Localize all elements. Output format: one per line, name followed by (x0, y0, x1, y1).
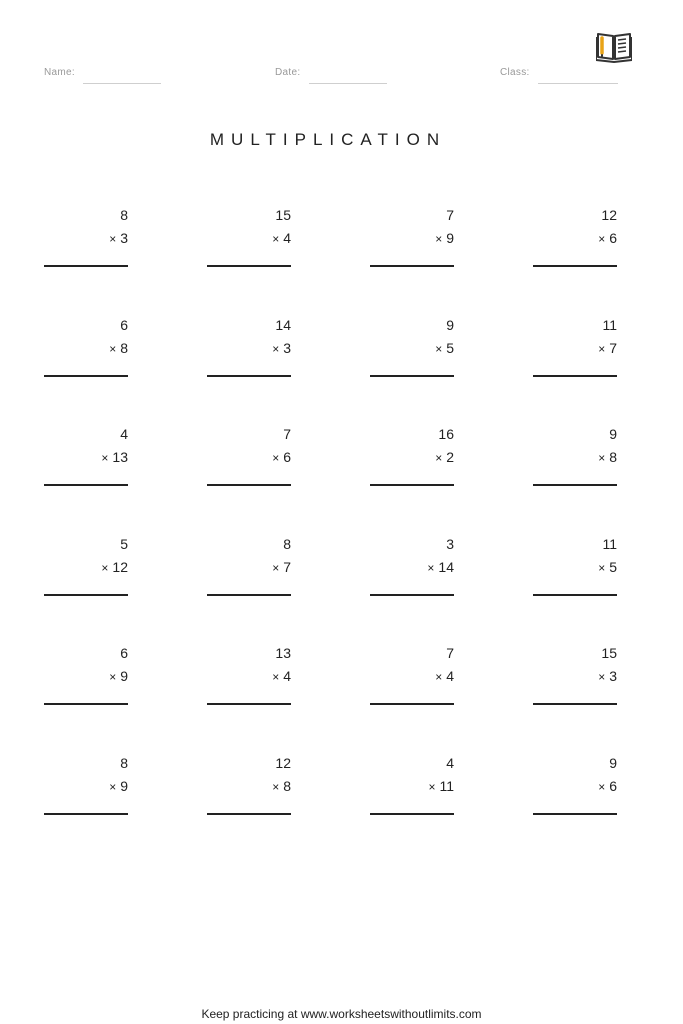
multiplicand: 9 (609, 754, 617, 771)
multiplicand: 12 (601, 207, 617, 223)
multiply-operator: × (272, 670, 280, 684)
problem (533, 755, 617, 819)
multiplier-row (598, 230, 617, 246)
footer-text: Keep practicing at www.worksheetswithoutlimits.com (201, 1007, 482, 1021)
multiplier-row (435, 449, 454, 465)
multiply-operator: × (272, 451, 280, 465)
multiplier: 8 (120, 339, 128, 356)
class-line[interactable] (538, 83, 618, 84)
multiplier: 14 (438, 558, 454, 575)
multiplicand: 8 (283, 535, 291, 552)
multiplicand: 8 (120, 207, 128, 223)
problem (533, 645, 617, 709)
multiplier: 9 (120, 777, 128, 794)
multiply-operator: × (109, 779, 117, 794)
answer-line[interactable] (370, 703, 454, 705)
multiplier-row (272, 559, 291, 575)
multiplier-row (272, 449, 291, 465)
multiplier-row (272, 230, 291, 246)
problem (533, 536, 617, 600)
multiply-operator: × (435, 451, 443, 465)
multiply-operator: × (101, 560, 109, 575)
problem (370, 755, 454, 819)
problem (44, 536, 128, 600)
problem (207, 317, 291, 381)
multiplier-row (427, 559, 454, 575)
answer-line[interactable] (44, 265, 128, 267)
multiplicand: 13 (275, 645, 291, 661)
multiply-operator: × (101, 451, 109, 465)
multiplier: 6 (283, 449, 291, 465)
answer-line[interactable] (44, 484, 128, 486)
multiplicand: 7 (283, 426, 291, 442)
multiplier: 5 (609, 558, 617, 575)
answer-line[interactable] (44, 813, 128, 815)
multiply-operator: × (598, 451, 606, 465)
problem (533, 426, 617, 490)
multiplier: 6 (609, 777, 617, 794)
answer-line[interactable] (44, 594, 128, 596)
answer-line[interactable] (533, 813, 617, 815)
multiplicand: 4 (120, 426, 128, 442)
multiplier-row (598, 668, 617, 684)
multiply-operator: × (435, 232, 443, 246)
multiply-operator: × (435, 341, 443, 356)
answer-line[interactable] (44, 375, 128, 377)
multiply-operator: × (435, 670, 443, 684)
multiply-operator: × (427, 560, 435, 575)
problem (370, 536, 454, 600)
answer-line[interactable] (44, 703, 128, 705)
multiply-operator: × (598, 341, 606, 356)
problem (207, 645, 291, 709)
multiplier-row (109, 778, 128, 794)
problem (44, 755, 128, 819)
name-label: Name: (44, 67, 75, 78)
problem (533, 207, 617, 271)
multiplier-row (272, 778, 291, 794)
multiplicand: 9 (609, 426, 617, 442)
answer-line[interactable] (207, 265, 291, 267)
multiplier-row (109, 230, 128, 246)
multiplier-row (272, 340, 291, 356)
problem (44, 317, 128, 381)
answer-line[interactable] (370, 375, 454, 377)
multiplier: 7 (609, 339, 617, 356)
date-line[interactable] (309, 83, 387, 84)
multiplier: 13 (112, 449, 128, 465)
multiplier-row (598, 449, 617, 465)
multiplicand: 11 (602, 316, 617, 333)
multiplier: 5 (446, 339, 454, 356)
multiplicand: 16 (438, 426, 454, 442)
answer-line[interactable] (370, 265, 454, 267)
multiplier: 3 (283, 339, 291, 356)
multiply-operator: × (109, 670, 117, 684)
answer-line[interactable] (370, 594, 454, 596)
worksheet-title: MULTIPLICATION (209, 130, 447, 149)
problem (207, 755, 291, 819)
answer-line[interactable] (207, 375, 291, 377)
multiply-operator: × (272, 779, 280, 794)
multiplier-row (435, 668, 454, 684)
answer-line[interactable] (533, 265, 617, 267)
multiplier-row (101, 449, 128, 465)
multiplicand: 7 (446, 207, 454, 223)
name-field[interactable] (44, 67, 164, 87)
answer-line[interactable] (370, 484, 454, 486)
multiplier-row (598, 778, 617, 794)
problem (207, 207, 291, 271)
book-pencil-icon (596, 29, 632, 63)
multiplicand: 15 (601, 645, 617, 661)
multiplier: 9 (120, 668, 128, 684)
answer-line[interactable] (207, 594, 291, 596)
multiply-operator: × (598, 232, 606, 246)
multiplier: 2 (446, 449, 454, 465)
multiply-operator: × (272, 232, 280, 246)
problem (44, 645, 128, 709)
multiply-operator: × (272, 341, 280, 356)
multiplier: 4 (283, 230, 291, 246)
multiplier: 3 (120, 230, 128, 246)
multiply-operator: × (598, 670, 606, 684)
answer-line[interactable] (533, 594, 617, 596)
answer-line[interactable] (370, 813, 454, 815)
multiply-operator: × (109, 232, 117, 246)
answer-line[interactable] (533, 484, 617, 486)
multiply-operator: × (598, 560, 606, 575)
multiply-operator: × (428, 779, 436, 794)
multiplier: 12 (112, 558, 128, 575)
class-field[interactable] (500, 67, 620, 87)
multiplier: 11 (439, 777, 454, 794)
answer-line[interactable] (533, 703, 617, 705)
multiplier: 6 (609, 230, 617, 246)
multiplier-row (109, 668, 128, 684)
class-label: Class: (500, 67, 530, 78)
multiply-operator: × (272, 560, 280, 575)
multiplicand: 14 (275, 316, 291, 333)
multiplicand: 11 (602, 535, 617, 552)
multiplier-row (101, 559, 128, 575)
name-line[interactable] (83, 83, 161, 84)
multiplier-row (272, 668, 291, 684)
multiplicand: 12 (275, 754, 291, 771)
answer-line[interactable] (533, 375, 617, 377)
multiplier: 8 (283, 777, 291, 794)
multiplier-row (435, 340, 454, 356)
multiplicand: 7 (446, 645, 454, 661)
date-field[interactable] (275, 67, 395, 87)
multiplier: 9 (446, 230, 454, 246)
problem (207, 536, 291, 600)
answer-line[interactable] (207, 813, 291, 815)
problem (370, 426, 454, 490)
multiplier-row (598, 340, 617, 356)
multiplicand: 9 (446, 316, 454, 333)
problem (44, 426, 128, 490)
multiplier-row (598, 559, 617, 575)
multiplicand: 8 (120, 754, 128, 771)
problem (533, 317, 617, 381)
answer-line[interactable] (207, 484, 291, 486)
multiplicand: 6 (120, 316, 128, 333)
multiplicand: 3 (446, 535, 454, 552)
multiplier: 8 (609, 449, 617, 465)
multiplicand: 5 (120, 535, 128, 552)
problem (207, 426, 291, 490)
problem (370, 317, 454, 381)
multiplier: 3 (609, 668, 617, 684)
problem (44, 207, 128, 271)
date-label: Date: (275, 67, 301, 78)
multiplier: 4 (283, 668, 291, 684)
multiplier-row (109, 340, 128, 356)
multiplier-row (435, 230, 454, 246)
multiplicand: 6 (120, 645, 128, 661)
multiplicand: 4 (446, 754, 454, 771)
problem (370, 645, 454, 709)
multiplier-row (428, 778, 454, 794)
multiplicand: 15 (275, 207, 291, 223)
multiplier: 7 (283, 558, 291, 575)
multiply-operator: × (109, 341, 117, 356)
answer-line[interactable] (207, 703, 291, 705)
multiply-operator: × (598, 779, 606, 794)
multiplier: 4 (446, 668, 454, 684)
problem (370, 207, 454, 271)
